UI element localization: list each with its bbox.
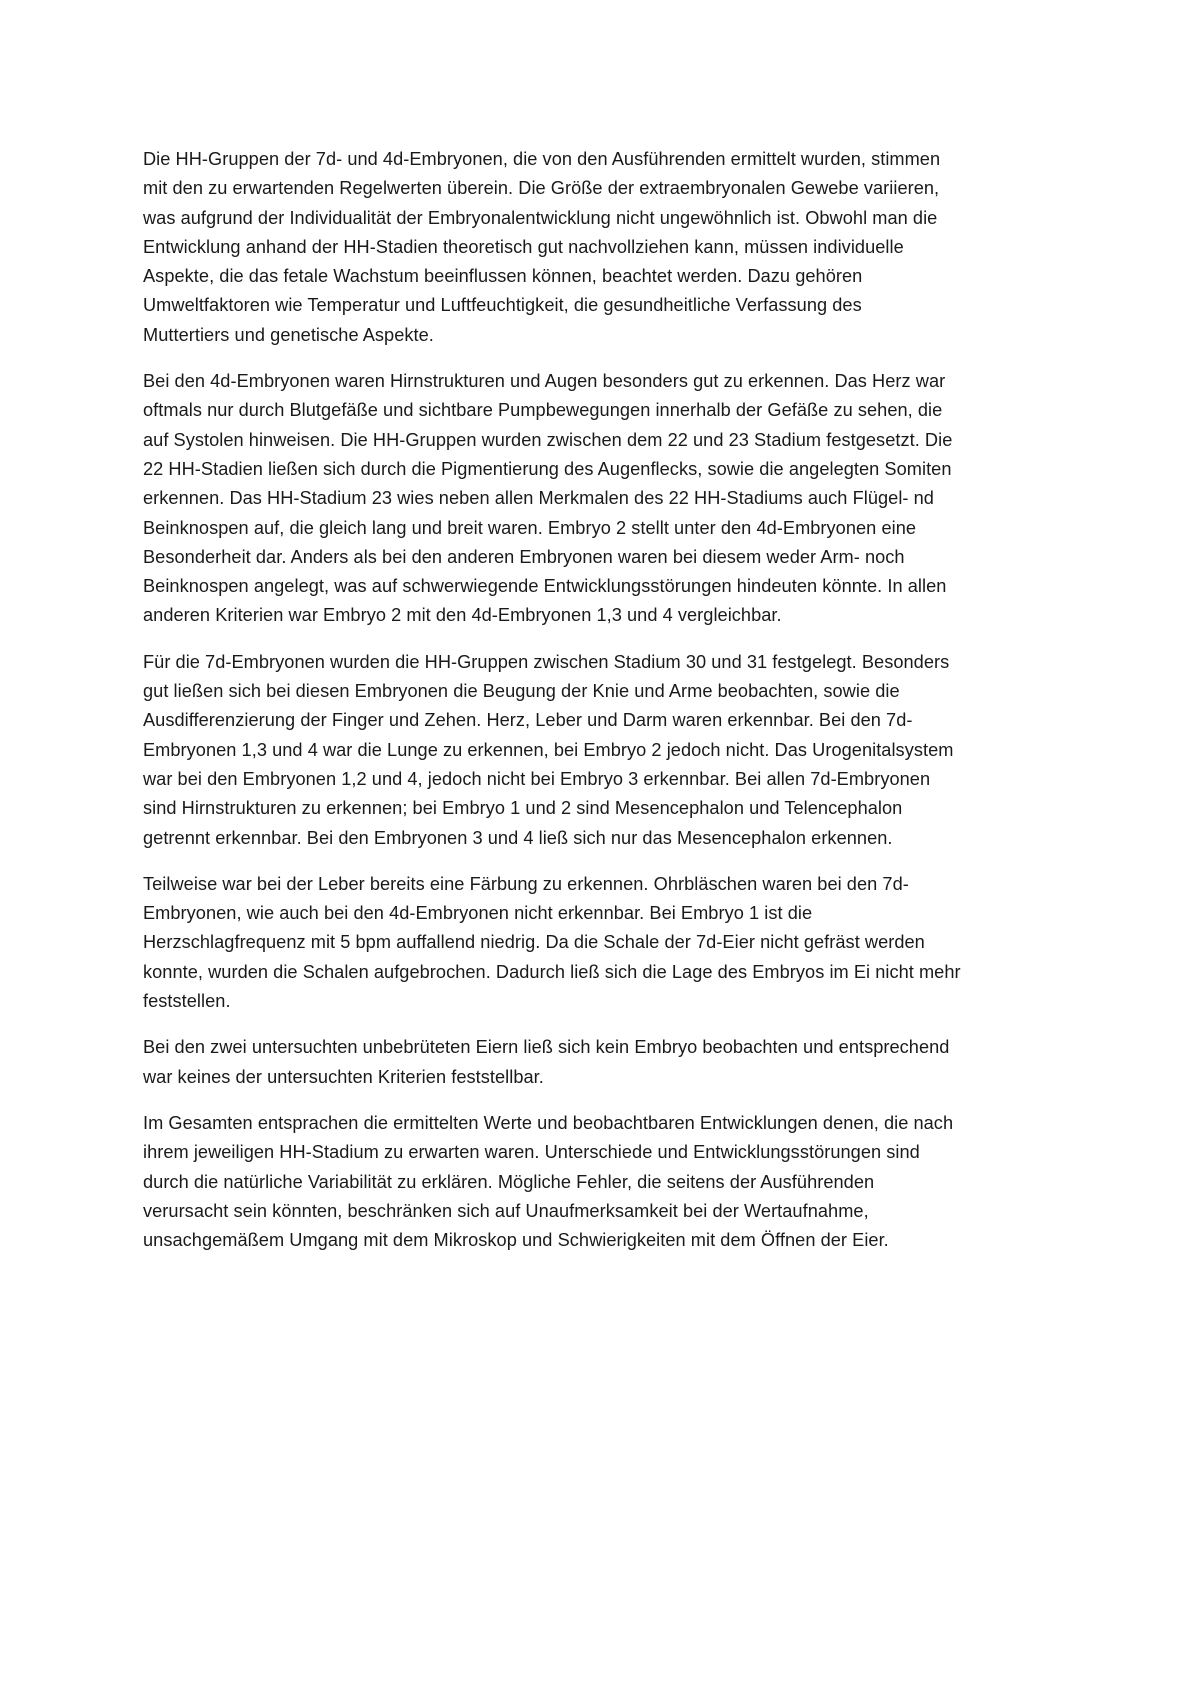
- text-line: was aufgrund der Individualität der Embryonalentwicklung nicht ungewöhnlich ist. Obwohl man die: [143, 207, 938, 228]
- text-line: gut ließen sich bei diesen Embryonen die Beugung der Knie und Arme beobachten, sowie die: [143, 681, 900, 702]
- text-line: war bei den Embryonen 1,2 und 4, jedoch nicht bei Embryo 3 erkennbar. Bei allen 7d-Embryonen: [143, 768, 931, 789]
- text-line: Ausdifferenzierung der Finger und Zehen. Herz, Leber und Darm waren erkennbar. Bei den 7d-: [143, 710, 913, 731]
- text-line: Im Gesamten entsprachen die ermittelten Werte und beobachtbaren Entwicklungen denen, die nach: [143, 1112, 954, 1133]
- text-line: Bei den zwei untersuchten unbebrüteten Eiern ließ sich kein Embryo beobachten und entsprechend: [143, 1037, 950, 1058]
- text-line: erkennen. Das HH-Stadium 23 wies neben allen Merkmalen des 22 HH-Stadiums auch Flügel- nd: [143, 488, 934, 509]
- text-line: konnte, wurden die Schalen aufgebrochen. Dadurch ließ sich die Lage des Embryos im Ei nicht mehr: [143, 961, 961, 982]
- text-line: Für die 7d-Embryonen wurden die HH-Gruppen zwischen Stadium 30 und 31 festgelegt. Besonders: [143, 651, 950, 672]
- text-line: Embryonen 1,3 und 4 war die Lunge zu erkennen, bei Embryo 2 jedoch nicht. Das Urogenitalsystem: [143, 739, 954, 760]
- text-line: Beinknospen angelegt, was auf schwerwiegende Entwicklungsstörungen hindeuten könnte. In allen: [143, 576, 947, 597]
- text-line: mit den zu erwartenden Regelwerten überein. Die Größe der extraembryonalen Gewebe variieren,: [143, 178, 940, 199]
- paragraph-unincubated-eggs: [143, 1033, 1068, 1092]
- text-line: feststellen.: [143, 991, 231, 1012]
- text-line: oftmals nur durch Blutgefäße und sichtbare Pumpbewegungen innerhalb der Gefäße zu sehen, die: [143, 400, 943, 421]
- text-line: Beinknospen auf, die gleich lang und breit waren. Embryo 2 stellt unter den 4d-Embryonen eine: [143, 517, 917, 538]
- paragraph-liver-and-heart-rate: [143, 870, 1068, 1016]
- text-line: Herzschlagfrequenz mit 5 bpm auffallend niedrig. Da die Schale der 7d-Eier nicht gefräst werden: [143, 932, 925, 953]
- text-line: Muttertiers und genetische Aspekte.: [143, 324, 434, 345]
- text-line: anderen Kriterien war Embryo 2 mit den 4d-Embryonen 1,3 und 4 vergleichbar.: [143, 605, 782, 626]
- text-line: durch die natürliche Variabilität zu erklären. Mögliche Fehler, die seitens der Ausführenden: [143, 1171, 875, 1192]
- paragraph-conclusion: [143, 1109, 1068, 1255]
- text-line: sind Hirnstrukturen zu erkennen; bei Embryo 1 und 2 sind Mesencephalon und Telencephalon: [143, 798, 903, 819]
- text-line: Embryonen, wie auch bei den 4d-Embryonen nicht erkennbar. Bei Embryo 1 ist die: [143, 903, 813, 924]
- paragraph-7d-embryos: [143, 648, 1068, 853]
- paragraph-4d-embryos: [143, 367, 1068, 631]
- text-line: unsachgemäßem Umgang mit dem Mikroskop und Schwierigkeiten mit dem Öffnen der Eier.: [143, 1230, 889, 1251]
- text-line: Umweltfaktoren wie Temperatur und Luftfeuchtigkeit, die gesundheitliche Verfassung des: [143, 295, 862, 316]
- text-line: ihrem jeweiligen HH-Stadium zu erwarten waren. Unterschiede und Entwicklungsstörungen sind: [143, 1142, 920, 1163]
- text-line: auf Systolen hinweisen. Die HH-Gruppen wurden zwischen dem 22 und 23 Stadium festgesetzt. Die: [143, 429, 953, 450]
- text-line: Besonderheit dar. Anders als bei den anderen Embryonen waren bei diesem weder Arm- noch: [143, 546, 905, 567]
- text-line: getrennt erkennbar. Bei den Embryonen 3 und 4 ließ sich nur das Mesencephalon erkennen.: [143, 827, 893, 848]
- text-line: Bei den 4d-Embryonen waren Hirnstrukturen und Augen besonders gut zu erkennen. Das Herz war: [143, 371, 946, 392]
- text-line: Aspekte, die das fetale Wachstum beeinflussen können, beachtet werden. Dazu gehören: [143, 266, 863, 287]
- text-line: verursacht sein könnten, beschränken sich auf Unaufmerksamkeit bei der Wertaufnahme,: [143, 1200, 869, 1221]
- text-line: war keines der untersuchten Kriterien feststellbar.: [143, 1066, 544, 1087]
- text-line: Entwicklung anhand der HH-Stadien theoretisch gut nachvollziehen kann, müssen individuelle: [143, 236, 904, 257]
- text-line: 22 HH-Stadien ließen sich durch die Pigmentierung des Augenflecks, sowie die angelegten Somiten: [143, 458, 952, 479]
- paragraph-hh-groups-intro: [143, 145, 1068, 350]
- text-line: Teilweise war bei der Leber bereits eine Färbung zu erkennen. Ohrbläschen waren bei den 7d-: [143, 873, 909, 894]
- document-body: [143, 145, 1068, 1272]
- text-line: Die HH-Gruppen der 7d- und 4d-Embryonen, die von den Ausführenden ermittelt wurden, stimmen: [143, 149, 941, 169]
